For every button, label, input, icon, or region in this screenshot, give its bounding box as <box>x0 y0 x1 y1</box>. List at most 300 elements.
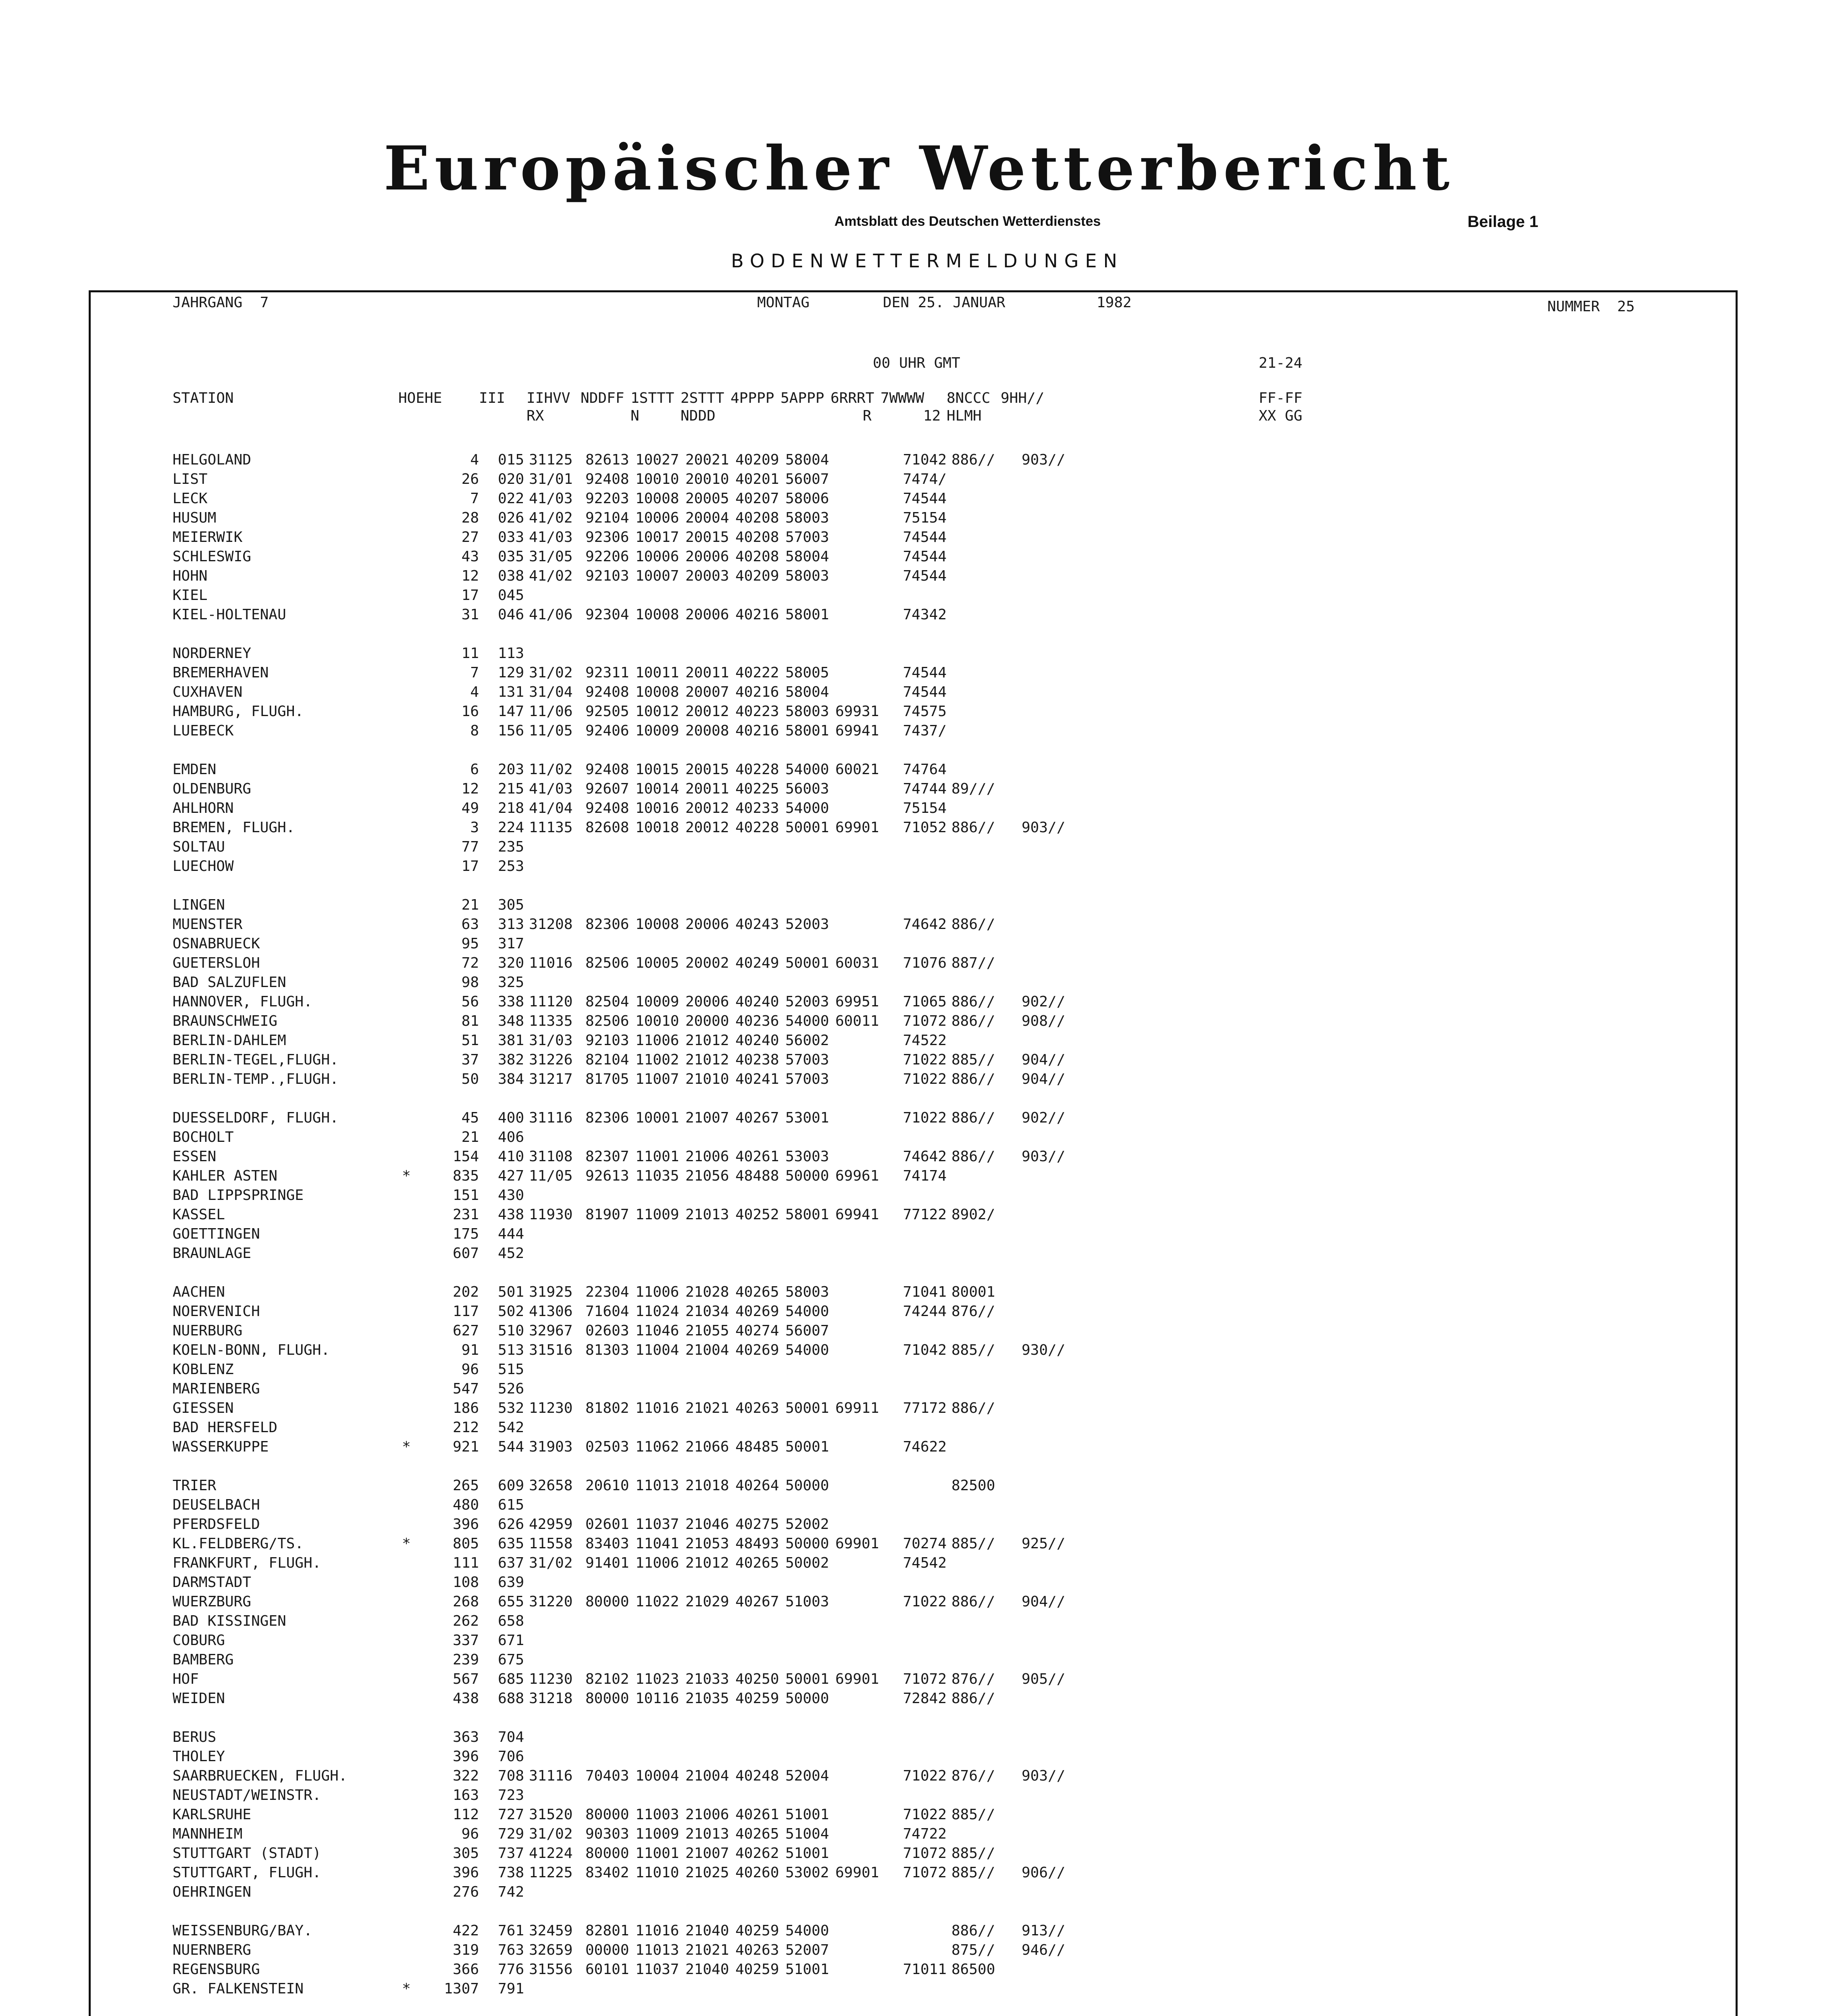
group-7wwww: 74522 <box>903 1032 947 1049</box>
group-9hh <box>1022 1283 1102 1302</box>
group-4pppp: 40264 <box>735 1477 779 1494</box>
group-separator <box>173 876 1102 896</box>
station-index: 635 <box>497 1535 524 1552</box>
station-name: DARMSTADT <box>173 1574 252 1591</box>
group-9hh: 905// <box>1022 1671 1066 1687</box>
mountain-marker <box>398 1670 414 1689</box>
station-index: 444 <box>497 1226 524 1242</box>
station-index: 046 <box>497 606 524 623</box>
group-iihvv: 31226 <box>529 1052 573 1068</box>
group-8nccc <box>947 1824 1022 1844</box>
group-iihvv: 11230 <box>529 1400 573 1416</box>
group-2sttt: 21004 <box>685 1768 729 1784</box>
group-6rrrt <box>835 1728 885 1747</box>
group-5appp <box>785 644 835 663</box>
station-name: KIEL <box>173 587 208 604</box>
hoehe-value: 72 <box>461 955 479 971</box>
group-9hh <box>1022 508 1102 528</box>
group-nddff: 82306 <box>585 916 629 933</box>
hoehe-value: 112 <box>452 1806 479 1823</box>
group-iihvv: 41/02 <box>529 568 573 584</box>
col-9hh: 9HH// <box>1001 390 1045 406</box>
station-index: 313 <box>497 916 524 933</box>
group-iihvv: 41/02 <box>529 510 573 526</box>
group-iihvv: 11335 <box>529 1013 573 1029</box>
group-4pppp <box>735 1418 785 1437</box>
table-row <box>173 1283 1102 1302</box>
mountain-marker <box>398 1186 414 1205</box>
group-2sttt: 20021 <box>685 452 729 468</box>
mountain-marker <box>398 934 414 954</box>
group-2sttt <box>685 1128 735 1147</box>
col-1sttt-sub: N <box>631 408 639 424</box>
group-2sttt: 21021 <box>685 1942 729 1958</box>
group-9hh: 902// <box>1022 1110 1066 1126</box>
group-2sttt: 20007 <box>685 684 729 700</box>
group-9hh <box>1022 973 1102 992</box>
group-9hh: 904// <box>1022 1593 1066 1610</box>
group-4pppp <box>735 1128 785 1147</box>
period-label: 21-24 <box>1259 355 1303 371</box>
group-8nccc <box>947 857 1022 876</box>
group-1sttt: 11006 <box>635 1032 679 1049</box>
group-7wwww <box>885 1321 947 1341</box>
group-1sttt: 11016 <box>635 1400 679 1416</box>
mountain-marker <box>398 818 414 837</box>
group-5appp <box>785 837 835 857</box>
group-7wwww: 71011 <box>903 1961 947 1978</box>
group-1sttt: 11023 <box>635 1671 679 1687</box>
station-index: 045 <box>497 587 524 604</box>
group-nddff: 80000 <box>585 1806 629 1823</box>
group-2sttt: 21066 <box>685 1439 729 1455</box>
group-9hh <box>1022 547 1102 566</box>
table-row <box>173 954 1102 973</box>
group-8nccc <box>947 702 1022 721</box>
group-2sttt: 20006 <box>685 993 729 1010</box>
station-index: 156 <box>497 723 524 739</box>
supplement-label: Beilage 1 <box>1467 213 1538 231</box>
group-5appp <box>785 1631 835 1650</box>
station-index: 203 <box>497 761 524 778</box>
mountain-marker <box>398 1379 414 1399</box>
hoehe-value: 96 <box>461 1826 479 1842</box>
group-5appp: 58003 <box>785 568 829 584</box>
group-1sttt: 10015 <box>635 761 679 778</box>
group-separator <box>173 1902 1102 1921</box>
group-8nccc: 886// <box>951 1690 995 1707</box>
group-8nccc <box>947 1186 1022 1205</box>
group-4pppp <box>735 1495 785 1515</box>
group-5appp <box>785 1128 835 1147</box>
group-8nccc <box>947 1612 1022 1631</box>
group-4pppp: 40223 <box>735 703 779 720</box>
hoehe-value: 21 <box>461 897 479 913</box>
group-9hh: 903// <box>1022 1148 1066 1165</box>
group-4pppp: 40208 <box>735 548 779 565</box>
group-2sttt: 20006 <box>685 606 729 623</box>
group-6rrrt <box>835 1070 885 1089</box>
group-9hh <box>1022 1418 1102 1437</box>
table-row <box>173 1534 1102 1554</box>
station-index: 502 <box>497 1303 524 1320</box>
group-1sttt: 10016 <box>635 800 679 816</box>
hoehe-value: 81 <box>461 1013 479 1029</box>
group-nddff <box>585 644 635 663</box>
station-name: HAMBURG, FLUGH. <box>173 703 304 720</box>
hoehe-value: 305 <box>452 1845 479 1862</box>
group-6rrrt <box>835 663 885 683</box>
hoehe-value: 4 <box>470 684 479 700</box>
group-5appp: 58001 <box>785 1206 829 1223</box>
group-2sttt: 20006 <box>685 916 729 933</box>
hoehe-value: 4 <box>470 452 479 468</box>
group-4pppp <box>735 1186 785 1205</box>
group-8nccc <box>947 470 1022 489</box>
group-9hh <box>1022 915 1102 934</box>
group-iihvv: 31116 <box>529 1110 573 1126</box>
group-2sttt: 20008 <box>685 723 729 739</box>
group-2sttt: 21010 <box>685 1071 729 1087</box>
station-name: AHLHORN <box>173 800 234 816</box>
group-iihvv: 32967 <box>529 1322 573 1339</box>
group-1sttt: 11013 <box>635 1942 679 1958</box>
group-9hh <box>1022 1786 1102 1805</box>
group-6rrrt <box>835 1379 885 1399</box>
group-1sttt <box>635 1728 685 1747</box>
group-nddff <box>585 1631 635 1650</box>
col-hoehe: HOEHE <box>398 390 442 406</box>
table-row <box>173 837 1102 857</box>
group-5appp <box>785 1650 835 1670</box>
group-2sttt: 20011 <box>685 664 729 681</box>
group-nddff: 02603 <box>585 1322 629 1339</box>
table-row <box>173 1941 1102 1960</box>
station-name: TRIER <box>173 1477 216 1494</box>
station-name: KIEL-HOLTENAU <box>173 606 286 623</box>
group-8nccc <box>947 973 1022 992</box>
table-row <box>173 1766 1102 1786</box>
group-8nccc <box>947 1515 1022 1534</box>
group-5appp: 51001 <box>785 1961 829 1978</box>
group-6rrrt <box>835 547 885 566</box>
hoehe-value: 396 <box>452 1748 479 1765</box>
group-iihvv: 11016 <box>529 955 573 971</box>
station-name: GIESSEN <box>173 1400 234 1416</box>
group-4pppp: 48493 <box>735 1535 779 1552</box>
group-7wwww: 71072 <box>903 1013 947 1029</box>
group-9hh <box>1022 1573 1102 1592</box>
group-5appp: 51003 <box>785 1593 829 1610</box>
group-5appp: 50001 <box>785 1400 829 1416</box>
group-7wwww: 71042 <box>903 1342 947 1358</box>
station-name: DEUSELBACH <box>173 1497 260 1513</box>
group-2sttt: 21007 <box>685 1845 729 1862</box>
group-7wwww: 71042 <box>903 452 947 468</box>
mountain-marker <box>398 1747 414 1766</box>
group-5appp: 52004 <box>785 1768 829 1784</box>
group-nddff <box>585 1650 635 1670</box>
group-6rrrt <box>835 1844 885 1863</box>
station-index: 020 <box>497 471 524 487</box>
group-iihvv: 31218 <box>529 1690 573 1707</box>
station-index: 452 <box>497 1245 524 1262</box>
mountain-marker <box>398 683 414 702</box>
group-nddff: 92203 <box>585 490 629 507</box>
mountain-marker <box>398 1399 414 1418</box>
group-iihvv <box>524 837 585 857</box>
group-8nccc: 886// <box>951 1071 995 1087</box>
table-row <box>173 508 1102 528</box>
mountain-marker: * <box>402 1535 411 1552</box>
station-name: ESSEN <box>173 1148 216 1165</box>
group-4pppp: 40225 <box>735 781 779 797</box>
group-8nccc <box>947 896 1022 915</box>
hoehe-value: 17 <box>461 858 479 875</box>
station-name: HUSUM <box>173 510 216 526</box>
group-7wwww: 74542 <box>903 1555 947 1571</box>
group-iihvv: 31208 <box>529 916 573 933</box>
table-row <box>173 1108 1102 1128</box>
group-2sttt <box>685 1883 735 1902</box>
hoehe-value: 175 <box>452 1226 479 1242</box>
group-2sttt: 21056 <box>685 1168 729 1184</box>
hoehe-value: 202 <box>452 1284 479 1300</box>
group-6rrrt: 69931 <box>835 703 879 720</box>
group-8nccc <box>947 1883 1022 1902</box>
group-nddff: 82504 <box>585 993 629 1010</box>
group-1sttt: 10010 <box>635 1013 679 1029</box>
group-nddff <box>585 1786 635 1805</box>
station-index: 015 <box>497 452 524 468</box>
group-6rrrt <box>835 489 885 508</box>
group-4pppp: 40252 <box>735 1206 779 1223</box>
group-8nccc <box>947 1437 1022 1457</box>
hoehe-value: 607 <box>452 1245 479 1262</box>
group-7wwww <box>885 1476 947 1495</box>
group-2sttt: 21012 <box>685 1052 729 1068</box>
station-index: 615 <box>497 1497 524 1513</box>
table-row <box>173 489 1102 508</box>
group-9hh <box>1022 1979 1102 1999</box>
group-9hh <box>1022 1360 1102 1379</box>
group-8nccc: 886// <box>951 1148 995 1165</box>
station-index: 510 <box>497 1322 524 1339</box>
group-6rrrt <box>835 857 885 876</box>
station-index: 626 <box>497 1516 524 1533</box>
group-iihvv <box>524 1612 585 1631</box>
group-2sttt: 20015 <box>685 529 729 546</box>
group-separator <box>173 741 1102 760</box>
group-7wwww <box>885 1495 947 1515</box>
group-6rrrt <box>835 1128 885 1147</box>
group-1sttt: 10014 <box>635 781 679 797</box>
group-nddff <box>585 837 635 857</box>
station-name: CUXHAVEN <box>173 684 243 700</box>
group-8nccc <box>947 644 1022 663</box>
station-name: SCHLESWIG <box>173 548 252 565</box>
group-5appp: 50001 <box>785 1671 829 1687</box>
group-9hh <box>1022 760 1102 779</box>
table-row <box>173 702 1102 721</box>
hoehe-value: 337 <box>452 1632 479 1649</box>
group-6rrrt <box>835 779 885 799</box>
group-nddff: 92103 <box>585 568 629 584</box>
hoehe-value: 11 <box>461 645 479 662</box>
hoehe-value: 239 <box>452 1652 479 1668</box>
group-9hh <box>1022 586 1102 605</box>
group-9hh <box>1022 1515 1102 1534</box>
mountain-marker <box>398 915 414 934</box>
group-5appp <box>785 1360 835 1379</box>
station-name: BREMERHAVEN <box>173 664 269 681</box>
group-7wwww <box>885 1128 947 1147</box>
station-index: 430 <box>497 1187 524 1204</box>
group-2sttt: 21029 <box>685 1593 729 1610</box>
group-4pppp <box>735 644 785 663</box>
group-2sttt: 20012 <box>685 819 729 836</box>
group-5appp <box>785 1186 835 1205</box>
group-9hh <box>1022 683 1102 702</box>
group-4pppp <box>735 1631 785 1650</box>
group-9hh: 904// <box>1022 1052 1066 1068</box>
col-2sttt: 2STTT <box>681 390 724 406</box>
col-iihvv-sub: RX <box>527 408 544 424</box>
group-2sttt <box>685 586 735 605</box>
group-6rrrt <box>835 1592 885 1612</box>
group-2sttt <box>685 1650 735 1670</box>
group-7wwww: 74544 <box>903 684 947 700</box>
hoehe-value: 268 <box>452 1593 479 1610</box>
group-9hh <box>1022 721 1102 741</box>
group-6rrrt: 69901 <box>835 1535 879 1552</box>
group-9hh <box>1022 1205 1102 1225</box>
hoehe-value: 276 <box>452 1884 479 1900</box>
mountain-marker <box>398 1786 414 1805</box>
group-nddff: 82306 <box>585 1110 629 1126</box>
group-5appp <box>785 586 835 605</box>
group-nddff: 20610 <box>585 1477 629 1494</box>
station-name: BAMBERG <box>173 1652 234 1668</box>
group-2sttt <box>685 857 735 876</box>
group-iihvv: 11230 <box>529 1671 573 1687</box>
group-iihvv <box>524 1418 585 1437</box>
mountain-marker <box>398 1573 414 1592</box>
mountain-marker <box>398 760 414 779</box>
station-index: 033 <box>497 529 524 546</box>
group-9hh <box>1022 1805 1102 1824</box>
group-4pppp: 40208 <box>735 529 779 546</box>
group-nddff <box>585 1728 635 1747</box>
group-2sttt: 21034 <box>685 1303 729 1320</box>
group-nddff: 92408 <box>585 800 629 816</box>
group-iihvv: 31516 <box>529 1342 573 1358</box>
group-9hh <box>1022 566 1102 586</box>
group-nddff: 92408 <box>585 684 629 700</box>
group-8nccc <box>947 1495 1022 1515</box>
group-nddff: 22304 <box>585 1284 629 1300</box>
group-5appp: 50001 <box>785 1439 829 1455</box>
group-8nccc <box>947 1379 1022 1399</box>
station-index: 723 <box>497 1787 524 1804</box>
group-2sttt <box>685 1225 735 1244</box>
group-5appp <box>785 1379 835 1399</box>
group-1sttt: 10009 <box>635 993 679 1010</box>
station-name: SAARBRUECKEN, FLUGH. <box>173 1768 348 1784</box>
group-8nccc <box>947 1747 1022 1766</box>
group-1sttt: 11024 <box>635 1303 679 1320</box>
group-5appp: 58003 <box>785 703 829 720</box>
group-1sttt <box>635 1128 685 1147</box>
group-5appp <box>785 1883 835 1902</box>
group-6rrrt <box>835 1960 885 1979</box>
table-row <box>173 915 1102 934</box>
group-9hh: 908// <box>1022 1013 1066 1029</box>
group-iihvv: 31520 <box>529 1806 573 1823</box>
station-index: 761 <box>497 1922 524 1939</box>
hoehe-value: 396 <box>452 1516 479 1533</box>
group-2sttt: 21018 <box>685 1477 729 1494</box>
hoehe-value: 262 <box>452 1613 479 1629</box>
group-7wwww: 71022 <box>903 1110 947 1126</box>
group-nddff: 82801 <box>585 1922 629 1939</box>
mountain-marker <box>398 1341 414 1360</box>
group-5appp: 50000 <box>785 1535 829 1552</box>
station-index: 763 <box>497 1942 524 1958</box>
mountain-marker <box>398 1960 414 1979</box>
group-7wwww: 74244 <box>903 1303 947 1320</box>
station-name: LIST <box>173 471 208 487</box>
group-7wwww: 75154 <box>903 510 947 526</box>
group-iihvv: 11930 <box>529 1206 573 1223</box>
group-1sttt: 11009 <box>635 1206 679 1223</box>
group-nddff <box>585 1612 635 1631</box>
mountain-marker <box>398 1824 414 1844</box>
group-4pppp: 40216 <box>735 723 779 739</box>
group-iihvv: 41/03 <box>529 781 573 797</box>
group-6rrrt: 69961 <box>835 1168 879 1184</box>
group-nddff: 80000 <box>585 1593 629 1610</box>
group-9hh <box>1022 644 1102 663</box>
group-1sttt <box>635 1883 685 1902</box>
group-4pppp: 40240 <box>735 1032 779 1049</box>
group-9hh <box>1022 1302 1102 1321</box>
station-index: 776 <box>497 1961 524 1978</box>
group-8nccc: 886// <box>951 1593 995 1610</box>
station-name: EMDEN <box>173 761 216 778</box>
station-index: 410 <box>497 1148 524 1165</box>
group-5appp: 56003 <box>785 781 829 797</box>
group-nddff: 92505 <box>585 703 629 720</box>
group-5appp: 50001 <box>785 819 829 836</box>
group-8nccc: 886// <box>951 1110 995 1126</box>
table-row <box>173 1244 1102 1263</box>
group-9hh <box>1022 1554 1102 1573</box>
group-8nccc: 876// <box>951 1671 995 1687</box>
mountain-marker <box>398 1766 414 1786</box>
group-8nccc <box>947 489 1022 508</box>
table-row <box>173 1844 1102 1863</box>
hoehe-value: 366 <box>452 1961 479 1978</box>
group-1sttt <box>635 1225 685 1244</box>
group-iihvv: 31217 <box>529 1071 573 1087</box>
group-7wwww <box>885 1650 947 1670</box>
group-1sttt: 11035 <box>635 1168 679 1184</box>
group-4pppp <box>735 1979 785 1999</box>
group-9hh: 925// <box>1022 1535 1066 1552</box>
station-index: 729 <box>497 1826 524 1842</box>
group-iihvv <box>524 1360 585 1379</box>
